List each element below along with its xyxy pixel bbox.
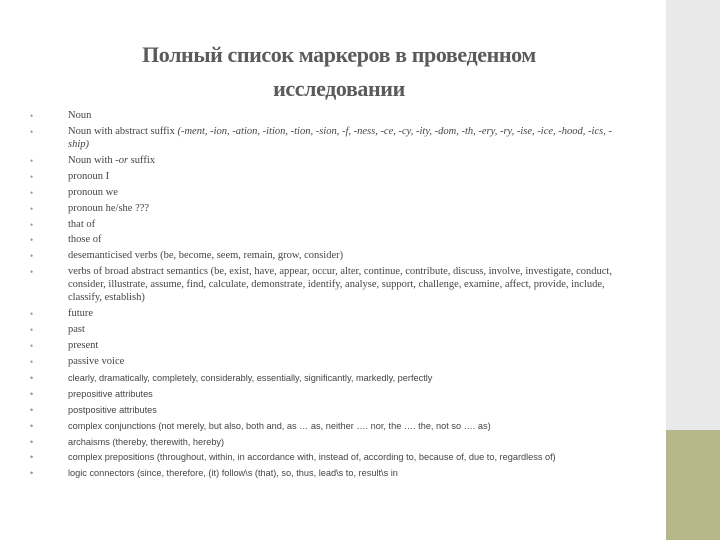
bullet-icon: • bbox=[30, 155, 34, 166]
slide-title-line-2: исследовании bbox=[273, 76, 405, 101]
slide-title-line-1: Полный список маркеров в проведенном bbox=[142, 42, 536, 67]
list-item: • Noun with -or suffix bbox=[30, 154, 156, 166]
list-item: • future bbox=[30, 307, 94, 319]
bullet-icon: • bbox=[30, 468, 34, 479]
list-item: • archaisms (thereby, therewith, hereby) bbox=[30, 436, 225, 447]
bullet-icon: • bbox=[30, 251, 34, 262]
bullet-icon: • bbox=[30, 340, 34, 351]
bullet-icon: • bbox=[30, 404, 34, 415]
marker-list bbox=[30, 110, 630, 483]
list-item: • complex prepositions (throughout, within, in accordance with, instead of, according to, because of, due to, regardless of) bbox=[30, 452, 556, 463]
list-item: • past bbox=[30, 323, 85, 335]
bullet-icon: • bbox=[30, 452, 34, 463]
bullet-icon: • bbox=[30, 372, 34, 383]
bullet-icon: • bbox=[30, 171, 34, 182]
bullet-icon: • bbox=[30, 219, 34, 230]
list-item: • complex conjunctions (not merely, but also, both and, as … as, neither …. nor, the …. the, not so …. as) bbox=[30, 420, 491, 431]
side-decor-bar bbox=[666, 0, 720, 430]
list-item: • logic connectors (since, therefore, (it) follow\s (that), so, thus, lead\s to, result\s in bbox=[30, 468, 398, 479]
bullet-icon: • bbox=[30, 126, 34, 137]
list-item: • that of bbox=[30, 218, 96, 230]
list-item: • pronoun we bbox=[30, 186, 118, 198]
bullet-icon: • bbox=[30, 388, 34, 399]
bullet-icon: • bbox=[30, 267, 34, 278]
bullet-icon: • bbox=[30, 111, 34, 121]
bullet-icon: • bbox=[30, 420, 34, 431]
bullet-icon: • bbox=[30, 187, 34, 198]
list-item: • pronoun he/she ??? bbox=[30, 202, 150, 214]
list-item: • pronoun I bbox=[30, 170, 110, 182]
bullet-icon: • bbox=[30, 308, 34, 319]
side-accent-block bbox=[666, 430, 720, 540]
list-item: • prepositive attributes bbox=[30, 388, 153, 399]
list-item: • clearly, dramatically, completely, considerably, essentially, significantly, markedly, perfectly bbox=[30, 372, 433, 383]
bullet-icon: • bbox=[30, 356, 34, 367]
list-item: • desemanticised verbs (be, become, seem, remain, grow, consider) bbox=[30, 250, 344, 262]
list-item: • present bbox=[30, 339, 99, 351]
list-item: • passive voice bbox=[30, 355, 125, 367]
list-item: • those of bbox=[30, 234, 102, 246]
bullet-icon: • bbox=[30, 235, 34, 246]
list-item: • postpositive attributes bbox=[30, 404, 157, 415]
list-item: • verbs of broad abstract semantics (be, exist, have, appear, occur, alter, continue, contribute, discuss, involve, investigate, conduct, consider, illustrate, assume, find, calculate, demonstrate, identify, analyse, support, challenge, examine, affect, provide, include, classify, establish) bbox=[30, 266, 612, 303]
list-item: • Noun with abstract suffix (-ment, -ion, -ation, -ition, -tion, -sion, -f, -ness, -ce, -cy, -ity, -dom, -th, -ery, -ry, -ise, -ice, -hood, -ics, -ship) bbox=[30, 125, 612, 150]
bullet-icon: • bbox=[30, 203, 34, 214]
bullet-icon: • bbox=[30, 324, 34, 335]
list-item: • Noun bbox=[30, 110, 92, 121]
bullet-icon: • bbox=[30, 436, 34, 447]
slide-title bbox=[30, 38, 648, 106]
